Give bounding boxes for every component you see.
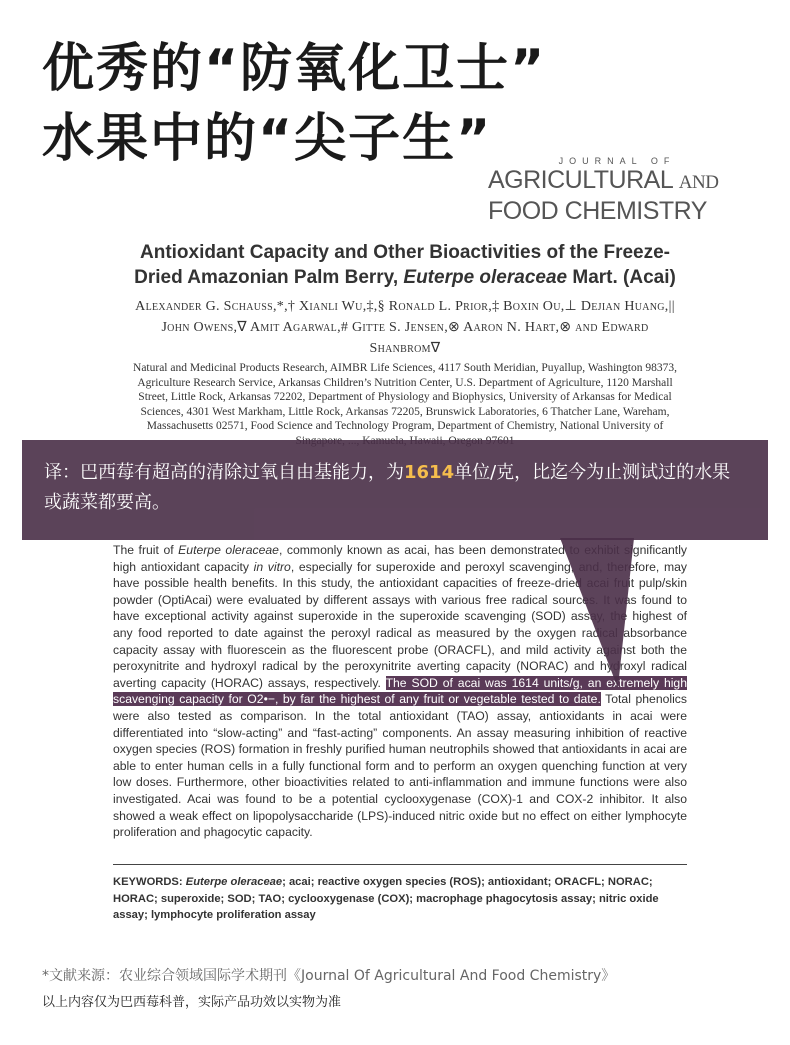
callout-highlight-number: 1614 bbox=[404, 462, 455, 483]
abstract-species: Euterpe oleraceae bbox=[178, 543, 279, 557]
abstract-in-vitro: in vitro bbox=[253, 559, 291, 574]
page-headline bbox=[42, 34, 546, 174]
keywords-label: KEYWORDS: bbox=[113, 876, 183, 888]
journal-logo bbox=[488, 156, 728, 225]
paper-title-species: Euterpe oleraceae bbox=[403, 267, 568, 288]
keywords-species: Euterpe oleraceae bbox=[185, 876, 283, 888]
paper-keywords bbox=[113, 874, 687, 924]
headline-line-2: 水果中的“尖子生” bbox=[42, 109, 493, 169]
paper-title-part-1: Antioxidant Capacity and Other Bioactivities of the Freeze-Dried Amazonian Palm Berry, bbox=[134, 242, 670, 288]
disclaimer-text: 以上内容仅为巴西莓科普，实际产品功效以实物为准 bbox=[42, 995, 342, 1010]
paper-authors: Alexander G. Schauss,*,† Xianli Wu,‡,§ Ronald L. Prior,‡ Boxin Ou,⊥ Dejian Huang,|| John Owens,∇ Amit Agarwal,# Gitte S. Jensen,⊗ Aaron N. Hart,⊗ and Edward Shanbrom∇ bbox=[135, 299, 675, 356]
journal-logo-and: AND bbox=[678, 172, 719, 193]
paper-title-part-2: Mart. (Acai) bbox=[567, 267, 676, 288]
paper-affiliations: Natural and Medicinal Products Research, AIMBR Life Sciences, 4117 South Meridian, Puyallup, Washington 98373, Agriculture Research Service, Arkansas Children’s Nutrition Center, U.S. Department of Agriculture, 1120 Marshall Street, Little Rock, Arkansas 72202, Department of Physiology and Biophysics, University of Arkansas for Medical Sciences, 4301 West Markham, Little Rock, Arkansas 72205, Brunswick Laboratories, 6 Thatcher Lane, Wareham, Massachusetts 02571, Food Science and Technology Program, Department of Chemistry, National University of bbox=[133, 362, 677, 432]
journal-logo-top: JOURNAL OF bbox=[558, 156, 676, 166]
abstract-part-4: Total phenolics were also tested as comparison. In the total antioxidant (TAO) assay, antioxidants in acai were differentiated into “slow-acting” and “fast-acting” components. An assay measuring inhibition of reactive oxygen species (ROS) formation in freshly purified human neutrophils showed that antioxidants in acai are able to enter human cells in a fully functional form and to perform an oxygen quenching function at very low doses. Furthermore, other bioactivities related to anti-inflammation and immune functions were also investigated. Acai was found to be a potential cyclooxygenase (COX)-1 and COX-2 inhibitor. It also showed a weak effect on lipopolysaccharide (LPS)-induced nitric oxide but no effect on either lymphocyte proliferation and phagocytic capacity. bbox=[113, 692, 687, 840]
paper-title bbox=[120, 240, 690, 290]
translation-callout bbox=[22, 440, 768, 540]
keywords-divider bbox=[113, 864, 687, 865]
callout-text-prefix: 译：巴西莓有超高的清除过氧自由基能力，为 bbox=[44, 462, 404, 483]
journal-logo-agricultural: AGRICULTURAL bbox=[488, 166, 673, 194]
abstract-part-3: , especially for superoxide and peroxyl scavenging, and, therefore, may have possible health benefits. In this study, the antioxidant capacities of freeze-dried acai fruit pulp/skin powder (OptiAcai) were evaluated by different assays with various free radical sources. It was found to have exceptional activity against superoxide in the superoxide scavenging (SOD) assay, the highest of any food reported to date against the peroxyl radical as measured by the oxygen radical absorbance capacity assay with fluorescein as the fluorescent probe (ORACFL), and mild activity against both the peroxynitrite and hydroxyl radical by the peroxynitrite averting capacity (NORAC) and hydroxyl radical averting capacity (HORAC) assays, respectively. bbox=[113, 559, 687, 690]
abstract-part-2: , commonly known as acai, has been demonstrated to exhibit significantly high antioxidant capacity bbox=[113, 543, 687, 574]
abstract-part-1: The fruit of bbox=[113, 543, 179, 557]
headline-line-1: 优秀的“防氧化卫士” bbox=[42, 39, 547, 99]
keywords-list: ; acai; reactive oxygen species (ROS); antioxidant; ORACFL; NORAC; HORAC; superoxide; SOD; TAO; cyclooxygenase (COX); macrophage phagocytosis assay; nitric oxide assay; lymphocyte proliferation assay bbox=[113, 876, 659, 921]
abstract-highlighted-sentence: The SOD of acai was 1614 units/g, an extremely high scavenging capacity for O2•−, by far the highest of any fruit or vegetable tested to date. bbox=[113, 675, 687, 707]
journal-logo-row-1 bbox=[488, 166, 728, 197]
callout-text-suffix: 单位/克，比迄今为止测试过的水果或蔬菜都要高。 bbox=[44, 462, 731, 513]
source-citation: *文献来源：农业综合领域国际学术期刊《Journal Of Agricultural And Food Chemistry》 bbox=[42, 968, 616, 984]
journal-logo-row-2: FOOD CHEMISTRY bbox=[488, 197, 707, 225]
